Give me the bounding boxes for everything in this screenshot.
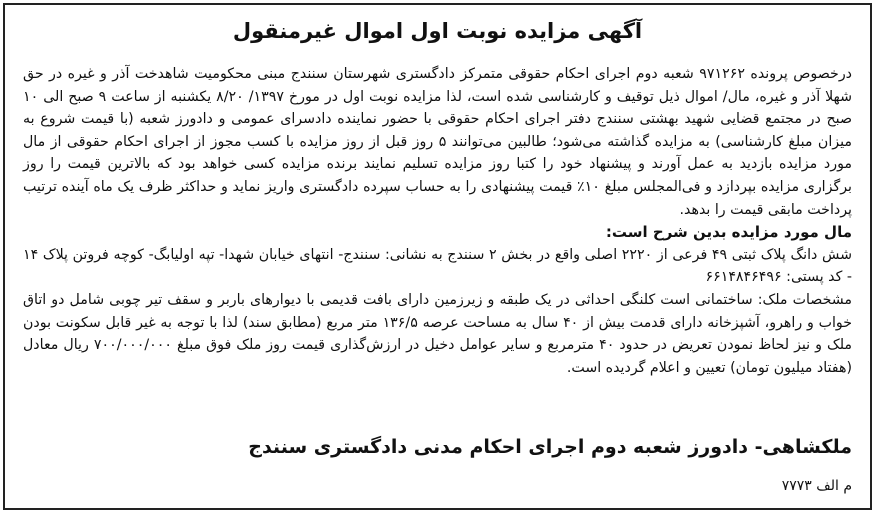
notice-code: م الف ۷۷۷۳ xyxy=(781,478,852,494)
property-specs-paragraph: مشخصات ملک: ساختمانی است کلنگی احداثی در یک طبقه و زیرزمین دارای بافت قدیمی با دیوارهای باربر و سقف تیر چوبی شامل دو اتاق خواب و راهرو، آشپزخانه دارای قدمت بیش از ۴۰ سال به مساحت عرصه ۱۳۶/۵ متر مربع (مطابق سند) لذا با توجه به غیر قابل سکونت بودن ملک و نیز لحاظ نمودن تعریض در حدود ۴۰ مترمربع و سایر عوامل دخیل در ارزش‌گذاری قیمت روز ملک فوق مبلغ ۷۰۰/۰۰۰/۰۰۰ ریال معادل (هفتاد میلیون تومان) تعیین و اعلام گردیده است. xyxy=(23,291,853,376)
notice-paragraph-intro: درخصوص پرونده ۹۷۱۲۶۲ شعبه دوم اجرای احکام حقوقی متمرکز دادگستری شهرستان سنندج مبنی محکومیت شاهدخت آذر و غیره در حق شهلا آذر و غیره، مال/ اموال ذیل توقیف و کارشناسی شده است، لذا مزایده نوبت اول در مورخ ۱۳۹۷/ ۸/۲۰ یکشنبه از ساعت ۹ صبح الی ۱۰ صبح در مجتمع قضایی شهید بهشتی سنندج دفتر اجرای احکام حقوقی با حضور نماینده دادسرای عمومی و دادورز شعبه (با قیمت شروع به میزان مبلغ کارشناسی) به مزایده گذاشته می‌شود؛ طالبین می‌توانند ۵ روز قبل از روز مزایده با کسب مجوز از اجرای احکام حقوقی از مال مورد مزایده بازدید به عمل آورند و پیشنهاد خود را کتبا روز مزایده تسلیم نمایند برنده مزایده کسی خواهد بود که بالاترین قیمت را روز برگزاری مزایده بپردازد و فی‌المجلس مبلغ ۱۰٪ قیمت پیشنهادی را به حساب سپرده دادگستری واریز نماید و حداکثر ظرف یک ماه آینده ترتیب پرداخت مابقی قیمت را بدهد. xyxy=(23,66,852,218)
auction-item-heading: مال مورد مزایده بدین شرح است: xyxy=(605,223,852,242)
signature-line: ملکشاهی- دادورز شعبه دوم اجرای احکام مدنی دادگستری سنندج xyxy=(248,436,852,458)
property-address-paragraph: شش دانگ پلاک ثبتی ۴۹ فرعی از ۲۲۲۰ اصلی واقع در بخش ۲ سنندج به نشانی: سنندج- انتهای خیابان شهدا- تپه اولیابگ- کوچه فروتن پلاک ۱۴ - کد پستی: ۶۶۱۴۸۴۶۴۹۶ xyxy=(23,246,852,286)
notice-box xyxy=(3,3,872,510)
notice-title: آگهی مزایده نوبت اول اموال غیرمنقول xyxy=(232,19,643,43)
notice-body xyxy=(23,63,852,379)
